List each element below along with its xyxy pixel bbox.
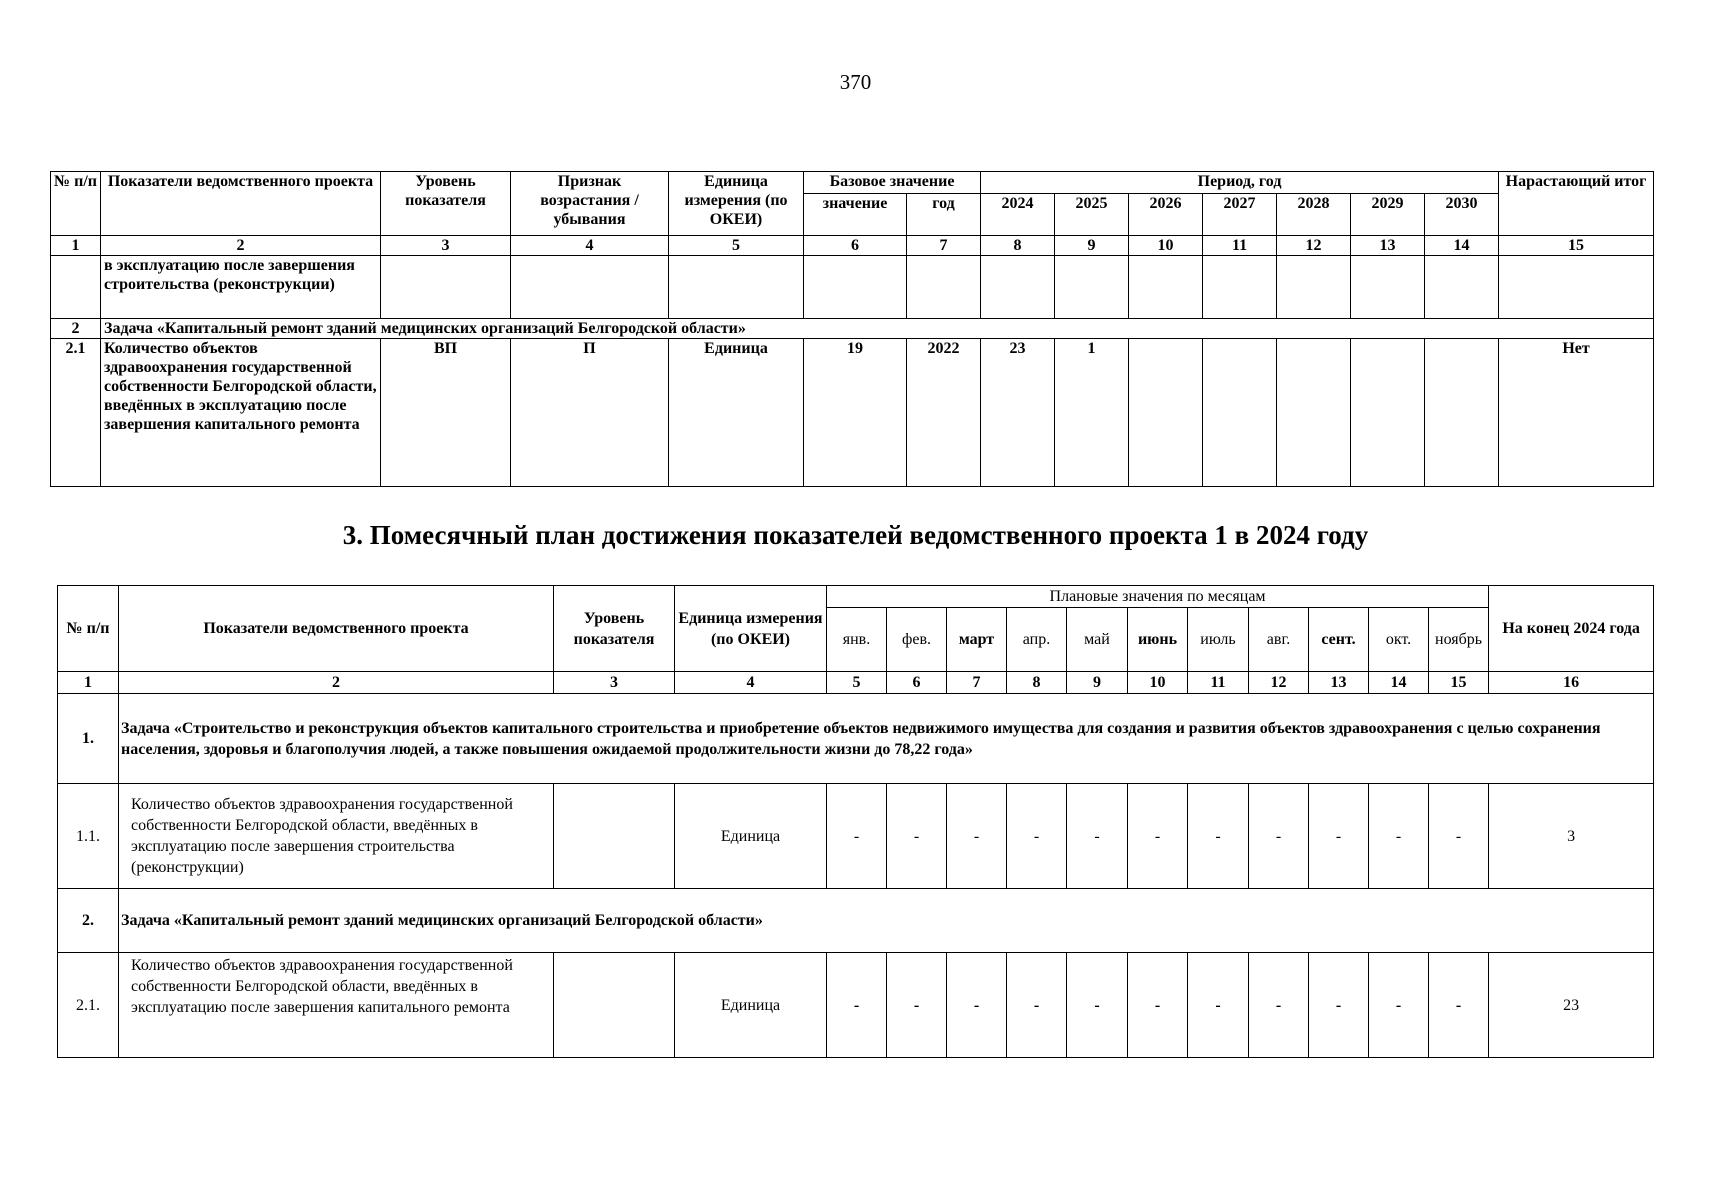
col-number: 2 [101,236,381,256]
header-base-year: год [907,194,981,236]
col-number: 14 [1369,672,1429,694]
row-unit: Единица [669,339,804,487]
header-month: фев. [887,608,947,672]
col-number: 12 [1249,672,1309,694]
col-number: 5 [827,672,887,694]
row-month-value: - [1309,784,1369,889]
row-indicator: Количество объектов здравоохранения государственной собственности Белгородской области, введённых в эксплуатацию после завершения капитального ремонта [119,953,554,1058]
header-cumulative: Нарастающий итог [1499,172,1654,236]
col-number: 4 [511,236,669,256]
col-number: 15 [1429,672,1489,694]
header-month: март [947,608,1007,672]
column-number-row [51,236,1654,256]
col-number: 7 [947,672,1007,694]
row-month-value: - [1007,784,1067,889]
col-number: 8 [981,236,1055,256]
indicator-row [51,339,1654,487]
task-num: 2. [58,889,119,953]
section-title: 3. Помесячный план достижения показателей ведомственного проекта 1 в 2024 году [342,520,1369,550]
task-row [58,694,1654,784]
row-unit: Единица [675,953,827,1058]
monthly-plan-table [57,585,1654,1058]
header-month: июль [1188,608,1249,672]
row-month-value: - [1188,784,1249,889]
col-number: 4 [675,672,827,694]
task-title: Задача «Капитальный ремонт зданий медицинских организаций Белгородской области» [119,889,1654,953]
header-level: Уровень показателя [381,172,511,236]
row-month-value: - [1369,784,1429,889]
row-base-value: 19 [804,339,907,487]
row-month-value: - [1067,953,1128,1058]
header-level: Уровень показателя [554,586,675,672]
col-number: 15 [1499,236,1654,256]
header-indicator: Показатели ведомственного проекта [101,172,381,236]
row-year-value [1203,339,1277,487]
col-number: 11 [1203,236,1277,256]
header-month: сент. [1309,608,1369,672]
header-indicator: Показатели ведомственного проекта [119,586,554,672]
col-number: 9 [1055,236,1129,256]
header-year: 2026 [1129,194,1203,236]
row-level [554,784,675,889]
row-month-value: - [947,953,1007,1058]
header-month: окт. [1369,608,1429,672]
col-number: 13 [1309,672,1369,694]
col-number: 16 [1489,672,1654,694]
row-level [554,953,675,1058]
row-month-value: - [1128,953,1188,1058]
row-month-value: - [827,784,887,889]
header-unit: Единица измерения (по ОКЕИ) [669,172,804,236]
row-month-value: - [1128,784,1188,889]
header-year-end: На конец 2024 года [1489,586,1654,672]
header-monthly: Плановые значения по месяцам [827,586,1489,608]
col-number: 3 [381,236,511,256]
header-year: 2024 [981,194,1055,236]
row-year-end: 23 [1489,953,1654,1058]
row-num: 1.1. [58,784,119,889]
row-year-value [1277,339,1351,487]
row-year-end: 3 [1489,784,1654,889]
col-number: 13 [1351,236,1425,256]
header-base-value: значение [804,194,907,236]
col-number: 7 [907,236,981,256]
row-year-value [1351,339,1425,487]
header-year: 2027 [1203,194,1277,236]
col-number: 6 [887,672,947,694]
indicator-row [58,953,1654,1058]
continuation-row [51,256,1654,319]
header-month: ноябрь [1429,608,1489,672]
row-num: 2.1. [58,953,119,1058]
row-indicator: Количество объектов здравоохранения государственной собственности Белгородской области, введённых в эксплуатацию после завершения строительства (реконструкции) [119,784,554,889]
task-title: Задача «Капитальный ремонт зданий медицинских организаций Белгородской области» [101,319,1654,339]
header-base: Базовое значение [804,172,981,194]
col-number: 3 [554,672,675,694]
col-number: 1 [58,672,119,694]
page-number: 370 [839,70,872,94]
row-year-value [1129,339,1203,487]
header-month: апр. [1007,608,1067,672]
row-month-value: - [1067,784,1128,889]
col-number: 6 [804,236,907,256]
header-year: 2025 [1055,194,1129,236]
row-month-value: - [1249,784,1309,889]
row-month-value: - [1007,953,1067,1058]
col-number: 14 [1425,236,1499,256]
header-month: янв. [827,608,887,672]
row-month-value: - [1188,953,1249,1058]
row-year-value [1425,339,1499,487]
row-year-value: 23 [981,339,1055,487]
row-num: 2.1 [51,339,101,487]
column-number-row [58,672,1654,694]
header-year: 2028 [1277,194,1351,236]
row-cumulative: Нет [1499,339,1654,487]
header-month: май [1067,608,1128,672]
row-year-value: 1 [1055,339,1129,487]
header-row-1 [51,172,1654,194]
col-number: 9 [1067,672,1128,694]
row-month-value: - [1309,953,1369,1058]
col-number: 10 [1129,236,1203,256]
header-period: Период, год [981,172,1499,194]
col-number: 11 [1188,672,1249,694]
header-sign: Признак возрастания / убывания [511,172,669,236]
row-month-value: - [1369,953,1429,1058]
header-row-1 [58,586,1654,608]
task-title: Задача «Строительство и реконструкция объектов капитального строительства и приобретение объектов недвижимого имущества для создания и развития объектов здравоохранения с целью сохранения населения, здоровья и благополучия людей, а также повышения ожидаемой продолжительности жизни до 78,22 года» [119,694,1654,784]
col-number: 8 [1007,672,1067,694]
header-num: № п/п [51,172,101,236]
header-month: июнь [1128,608,1188,672]
header-unit: Единица измерения (по ОКЕИ) [675,586,827,672]
row-level: ВП [381,339,511,487]
row-month-value: - [827,953,887,1058]
row-month-value: - [887,784,947,889]
row-base-year: 2022 [907,339,981,487]
col-number: 2 [119,672,554,694]
task-row [58,889,1654,953]
header-year: 2029 [1351,194,1425,236]
row-month-value: - [1429,784,1489,889]
col-number: 1 [51,236,101,256]
task-num: 1. [58,694,119,784]
row-month-value: - [1249,953,1309,1058]
col-number: 12 [1277,236,1351,256]
header-month: авг. [1249,608,1309,672]
continuation-text: в эксплуатацию после завершения строительства (реконструкции) [101,256,381,319]
header-num: № п/п [58,586,119,672]
row-month-value: - [887,953,947,1058]
task-num: 2 [51,319,101,339]
indicator-row [58,784,1654,889]
header-year: 2030 [1425,194,1499,236]
row-indicator: Количество объектов здравоохранения государственной собственности Белгородской области, введённых в эксплуатацию после завершения капитального ремонта [101,339,381,487]
col-number: 5 [669,236,804,256]
row-month-value: - [947,784,1007,889]
indicators-table [50,171,1654,487]
col-number: 10 [1128,672,1188,694]
row-month-value: - [1429,953,1489,1058]
row-unit: Единица [675,784,827,889]
task-row [51,319,1654,339]
row-sign: П [511,339,669,487]
